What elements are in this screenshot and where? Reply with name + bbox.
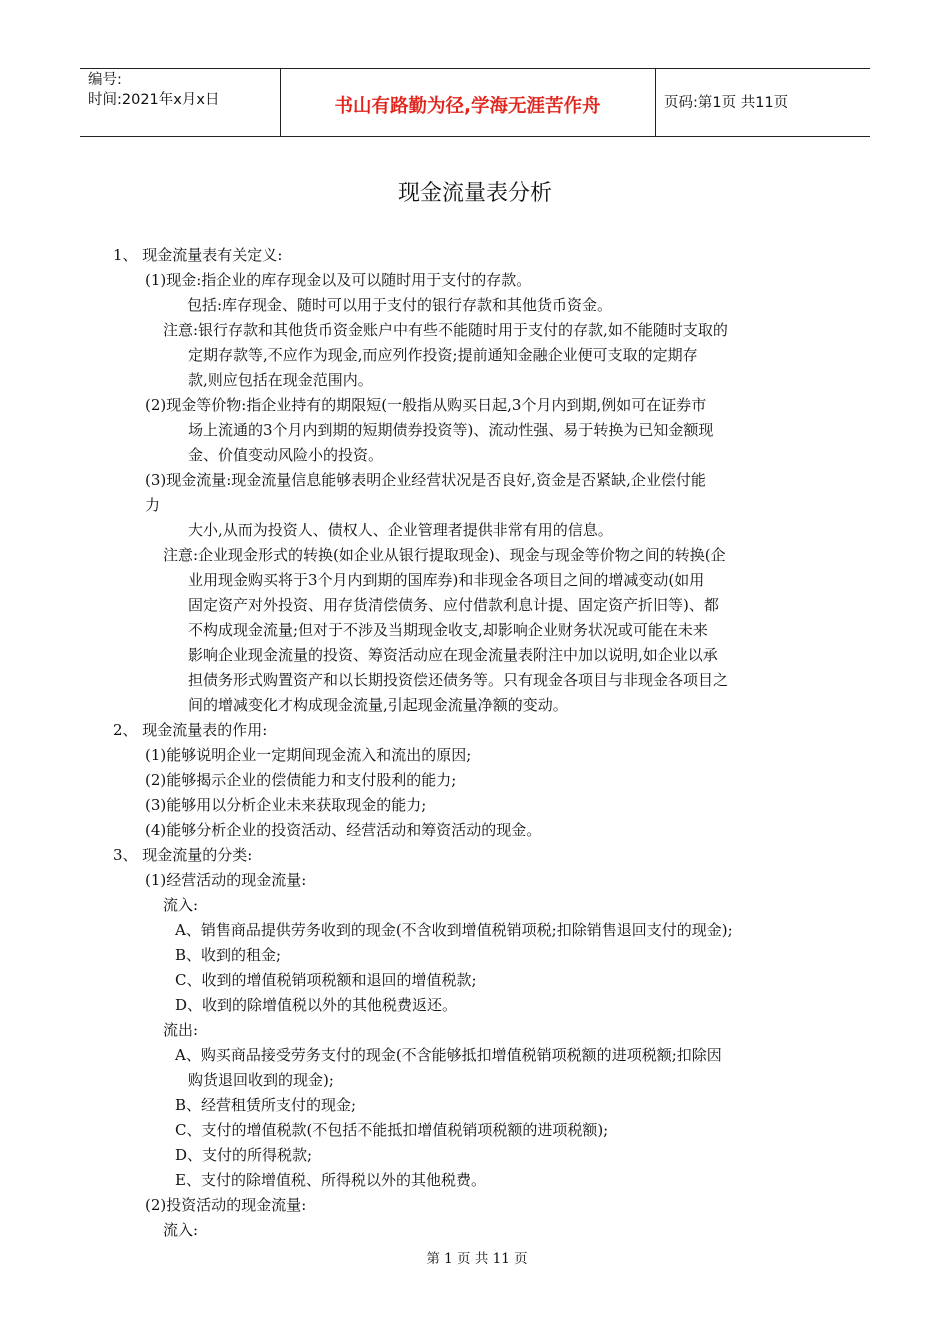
body-line: 3、 现金流量的分类: — [113, 846, 253, 864]
body-line: B、经营租赁所支付的现金; — [175, 1096, 357, 1114]
body-line: (3)现金流量:现金流量信息能够表明企业经营状况是否良好,资金是否紧缺,企业偿付能 — [145, 471, 706, 489]
body-line: 1、 现金流量表有关定义: — [113, 246, 283, 264]
body-line: (4)能够分析企业的投资活动、经营活动和筹资活动的现金。 — [145, 821, 542, 839]
body-line: 流出: — [163, 1021, 199, 1039]
body-line: 大小,从而为投资人、债权人、企业管理者提供非常有用的信息。 — [188, 521, 613, 539]
body-line: (2)能够揭示企业的偿债能力和支付股利的能力; — [145, 771, 457, 789]
page-footer: 第 1 页 共 11 页 — [426, 1251, 528, 1267]
body-line: 包括:库存现金、随时可以用于支付的银行存款和其他货币资金。 — [187, 296, 613, 314]
body-line: 流入: — [163, 1221, 199, 1239]
body-line: 定期存款等,不应作为现金,而应列作投资;提前通知金融企业便可支取的定期存 — [188, 346, 698, 364]
body-line: (1)能够说明企业一定期间现金流入和流出的原因; — [145, 746, 472, 764]
body-line: 2、 现金流量表的作用: — [113, 721, 268, 739]
body-line: D、收到的除增值税以外的其他税费返还。 — [175, 996, 458, 1014]
time-label: 时间:2021年x月x日 — [88, 92, 220, 108]
body-line: 影响企业现金流量的投资、筹资活动应在现金流量表附注中加以说明,如企业以承 — [188, 646, 718, 664]
body-line: 注意:银行存款和其他货币资金账户中有些不能随时用于支付的存款,如不能随时支取的 — [163, 321, 728, 339]
body-line: D、支付的所得税款; — [175, 1146, 313, 1164]
header-bottom-rule — [80, 136, 870, 137]
body-line: 购货退回收到的现金); — [188, 1071, 334, 1089]
body-line: E、支付的除增值税、所得税以外的其他税费。 — [175, 1171, 486, 1189]
body-line: (2)投资活动的现金流量: — [145, 1196, 307, 1214]
body-line: C、收到的增值税销项税额和退回的增值税款; — [175, 971, 477, 989]
serial-label: 编号: — [88, 72, 122, 88]
body-line: (1)经营活动的现金流量: — [145, 871, 307, 889]
body-line: (1)现金:指企业的库存现金以及可以随时用于支付的存款。 — [145, 271, 532, 289]
motto-banner: 书山有路勤为径,学海无涯苦作舟 — [334, 96, 601, 117]
body-line: B、收到的租金; — [175, 946, 282, 964]
header-divider-right — [655, 68, 656, 136]
body-line: 金、价值变动风险小的投资。 — [188, 446, 384, 464]
body-line: 场上流通的3个月内到期的短期债券投资等)、流动性强、易于转换为已知金额现 — [188, 421, 714, 439]
body-line: 不构成现金流量;但对于不涉及当期现金收支,却影响企业财务状况或可能在未来 — [188, 621, 708, 639]
body-line: 业用现金购买将于3个月内到期的国库券)和非现金各项目之间的增减变动(如用 — [188, 571, 705, 589]
body-line: 固定资产对外投资、用存货清偿债务、应付借款利息计提、固定资产折旧等)、都 — [188, 596, 719, 614]
page-info: 页码:第1页 共11页 — [664, 95, 789, 111]
body-line: 力 — [145, 496, 161, 514]
body-line: 担债务形式购置资产和以长期投资偿还债务等。只有现金各项目与非现金各项目之 — [188, 671, 729, 689]
body-line: (2)现金等价物:指企业持有的期限短(一般指从购买日起,3个月内到期,例如可在证券市 — [145, 396, 707, 414]
header-top-rule — [80, 68, 870, 69]
body-line: 流入: — [163, 896, 199, 914]
body-line: A、销售商品提供劳务收到的现金(不含收到增值税销项税;扣除销售退回支付的现金); — [175, 921, 733, 939]
header-divider-left — [280, 68, 281, 136]
body-line: C、支付的增值税款(不包括不能抵扣增值税销项税额的进项税额); — [175, 1121, 609, 1139]
document-title: 现金流量表分析 — [397, 181, 552, 206]
body-line: 注意:企业现金形式的转换(如企业从银行提取现金)、现金与现金等价物之间的转换(企 — [163, 546, 726, 564]
body-line: 款,则应包括在现金范围内。 — [188, 371, 373, 389]
body-line: 间的增减变化才构成现金流量,引起现金流量净额的变动。 — [188, 696, 568, 714]
body-line: (3)能够用以分析企业未来获取现金的能力; — [145, 796, 427, 814]
body-line: A、购买商品接受劳务支付的现金(不含能够抵扣增值税销项税额的进项税额;扣除因 — [175, 1046, 722, 1064]
